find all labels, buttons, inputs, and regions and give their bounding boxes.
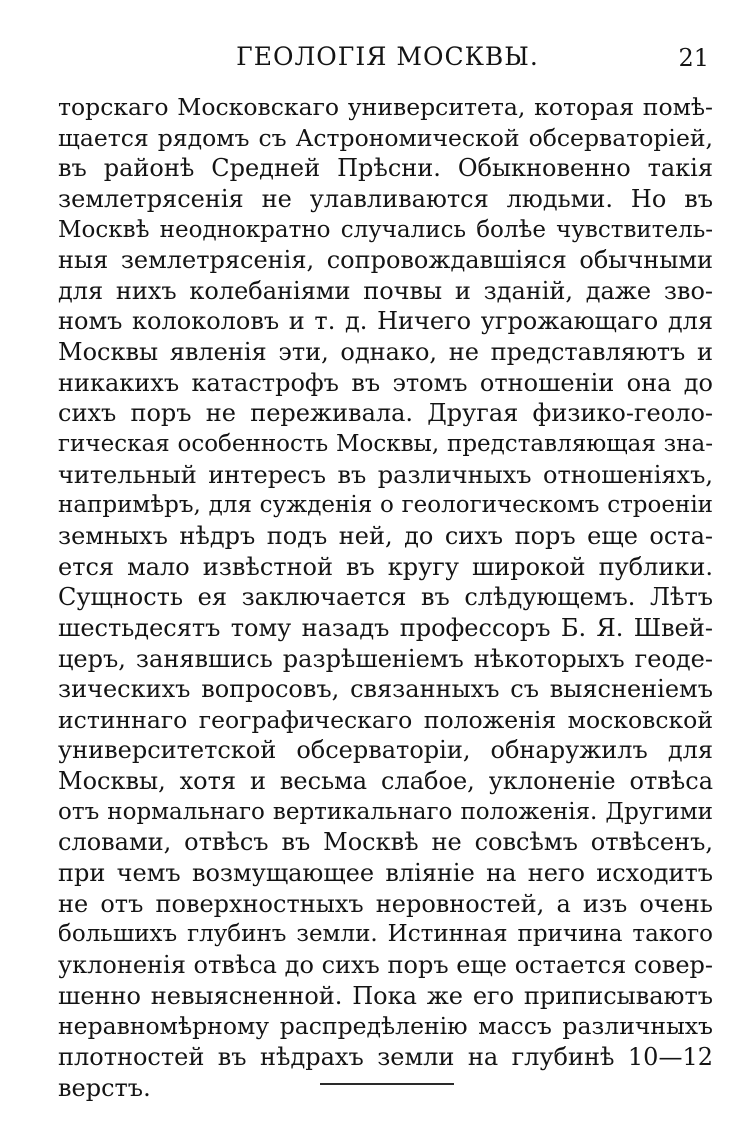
text-line: отъ нормальнаго вертикальнаго положенія. Другими — [58, 798, 713, 825]
text-line: истиннаго географическаго положенія московской — [58, 705, 713, 734]
text-line: шенно невыясненной. Пока же его приписываютъ — [58, 981, 713, 1010]
text-line: гическая особенность Москвы, представляющая зна- — [58, 431, 713, 458]
text-line: напримѣръ, для сужденія о геологическомъ строеніи — [58, 492, 713, 519]
text-line: торскаго Московскаго университета, которая помѣ- — [58, 93, 713, 121]
text-line: Москвы, хотя и весьма слабое, уклоненіе отвѣса — [58, 767, 713, 796]
text-line: уклоненія отвѣса до сихъ поръ еще остается совер- — [58, 950, 713, 979]
text-line: ныя землетрясенія, сопровождавшіяся обычными — [58, 246, 713, 275]
text-line: словами, отвѣсъ въ Москвѣ не совсѣмъ отвѣсенъ, — [58, 828, 713, 857]
text-line: щается рядомъ съ Астрономической обсерваторіей, — [58, 123, 713, 152]
text-line: при чемъ возмущающее вліяніе на него исходитъ — [58, 859, 713, 888]
text-line: Москвы явленія эти, однако, не представляютъ и — [58, 338, 713, 367]
page-number: 21 — [678, 44, 709, 72]
text-line: ется мало извѣстной въ кругу широкой публики. — [58, 552, 713, 581]
text-line: зическихъ вопросовъ, связанныхъ съ выясненіемъ — [58, 675, 713, 704]
text-line: большихъ глубинъ земли. Истинная причина такого — [58, 921, 713, 948]
running-title: ГЕОЛОГІЯ МОСКВЫ. — [236, 42, 539, 71]
text-line: для нихъ колебаніями почвы и зданій, даже зво- — [58, 276, 713, 305]
text-line: университетской обсерваторіи, обнаружилъ для — [58, 736, 713, 765]
text-line: Сущность ея заключается въ слѣдующемъ. Лѣтъ — [58, 583, 713, 612]
text-line: шестьдесятъ тому назадъ профессоръ Б. Я. Швей- — [58, 613, 713, 642]
text-line: неравномѣрному распредѣленію массъ различныхъ — [58, 1012, 713, 1041]
text-line: церъ, занявшись разрѣшеніемъ нѣкоторыхъ геоде- — [58, 644, 713, 673]
text-line: Москвѣ неоднократно случались болѣе чувствитель- — [58, 216, 713, 243]
body-text — [58, 92, 713, 1103]
text-line: не отъ поверхностныхъ неровностей, а изъ очень — [58, 889, 713, 918]
text-line: сихъ поръ не переживала. Другая физико-геоло- — [58, 399, 713, 428]
running-head — [60, 38, 715, 82]
text-line: земныхъ нѣдръ подъ ней, до сихъ поръ еще оста- — [58, 521, 713, 550]
text-line: въ районѣ Средней Прѣсни. Обыкновенно такія — [58, 154, 713, 183]
text-line: никакихъ катастрофъ въ этомъ отношеніи она до — [58, 368, 713, 397]
text-line: чительный интересъ въ различныхъ отношеніяхъ, — [58, 460, 713, 489]
text-line: землетрясенія не улавливаются людьми. Но въ — [58, 184, 713, 213]
text-line: номъ колоколовъ и т. д. Ничего угрожающаго для — [58, 307, 713, 336]
text-line: плотностей въ нѣдрахъ земли на глубинѣ 10—12 — [58, 1042, 713, 1071]
end-rule — [320, 1083, 454, 1085]
text-line: верстъ. — [58, 1073, 151, 1102]
